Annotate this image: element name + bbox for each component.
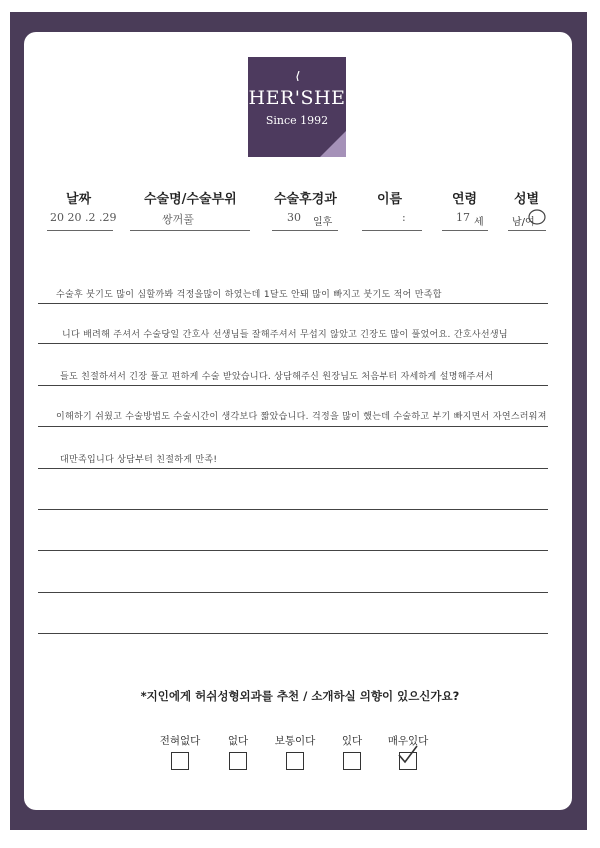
after-value: 30 [287, 211, 301, 224]
after-label: 수술후경과 [274, 192, 337, 207]
logo-since: Since 1992 [265, 114, 329, 127]
sex-value: 남/여 [512, 217, 535, 228]
surgery-value: 쌍꺼풀 [162, 213, 194, 226]
age-value: 17 [456, 211, 470, 224]
option-label-no: 없다 [227, 735, 249, 747]
logo-brand: HER'SHE [248, 87, 346, 109]
logo-corner-fold [320, 131, 346, 157]
age-unit: 세 [474, 217, 484, 228]
ruled-line [38, 509, 548, 510]
ruled-line [38, 633, 548, 634]
option-label-neutral: 보통이다 [274, 735, 316, 747]
name-underline [362, 230, 422, 231]
date-label: 날짜 [66, 192, 92, 207]
ruled-line [38, 303, 548, 304]
after-unit: 일후 [313, 217, 333, 228]
handwriting-line-4: 이해하기 쉬웠고 수술방법도 수술시간이 생각보다 짧았습니다. 걱정을 많이 했는데 수술하고 부기 빠지면서 자연스러워져 [56, 412, 547, 422]
option-label-none: 전혀없다 [159, 735, 201, 747]
option-label-very: 매우있다 [387, 735, 429, 747]
checkbox-neutral[interactable] [286, 752, 304, 770]
checkmark-icon [397, 744, 419, 766]
surgery-label: 수술명/수술부위 [144, 192, 237, 207]
sex-circle-mark [527, 207, 547, 227]
ruled-line [38, 385, 548, 386]
ruled-line [38, 550, 548, 551]
sex-underline [508, 230, 546, 231]
age-label: 연령 [452, 192, 478, 207]
checkbox-none[interactable] [171, 752, 189, 770]
after-underline [272, 230, 338, 231]
checkbox-yes[interactable] [343, 752, 361, 770]
name-label: 이름 [377, 192, 403, 207]
date-underline [47, 230, 113, 231]
handwriting-line-3: 들도 친절하셔서 긴장 풀고 편하게 수술 받았습니다. 상담해주신 원장님도 처음부터 자세하게 설명해주셔서 [60, 372, 494, 382]
ruled-line [38, 592, 548, 593]
option-label-yes: 있다 [341, 735, 363, 747]
checkbox-very[interactable] [399, 752, 417, 770]
ruled-line [38, 468, 548, 469]
handwriting-line-5: 대만족입니다 상담부터 친절하게 만족! [60, 455, 218, 465]
hershe-logo [248, 57, 346, 157]
surgery-underline [130, 230, 250, 231]
ruled-line [38, 426, 548, 427]
date-value: 20 20 .2 .29 [50, 211, 117, 224]
handwriting-line-2: 니다 배려해 주셔서 수술당일 간호사 선생님들 잘해주셔서 무섭지 않았고 긴장도 많이 풀었어요. 간호사선생님 [62, 330, 508, 340]
sex-label: 성별 [514, 192, 540, 207]
name-value: : [402, 211, 406, 224]
age-underline [442, 230, 488, 231]
recommend-question: *지인에게 허쉬성형외과를 추천 / 소개하실 의향이 있으신가요? [140, 689, 460, 703]
feather-icon [294, 71, 302, 81]
checkbox-no[interactable] [229, 752, 247, 770]
ruled-line [38, 343, 548, 344]
handwriting-line-1: 수술후 붓기도 많이 심할까봐 걱정을많이 하였는데 1달도 안돼 많이 빠지고 붓기도 적어 만족합 [56, 290, 442, 300]
